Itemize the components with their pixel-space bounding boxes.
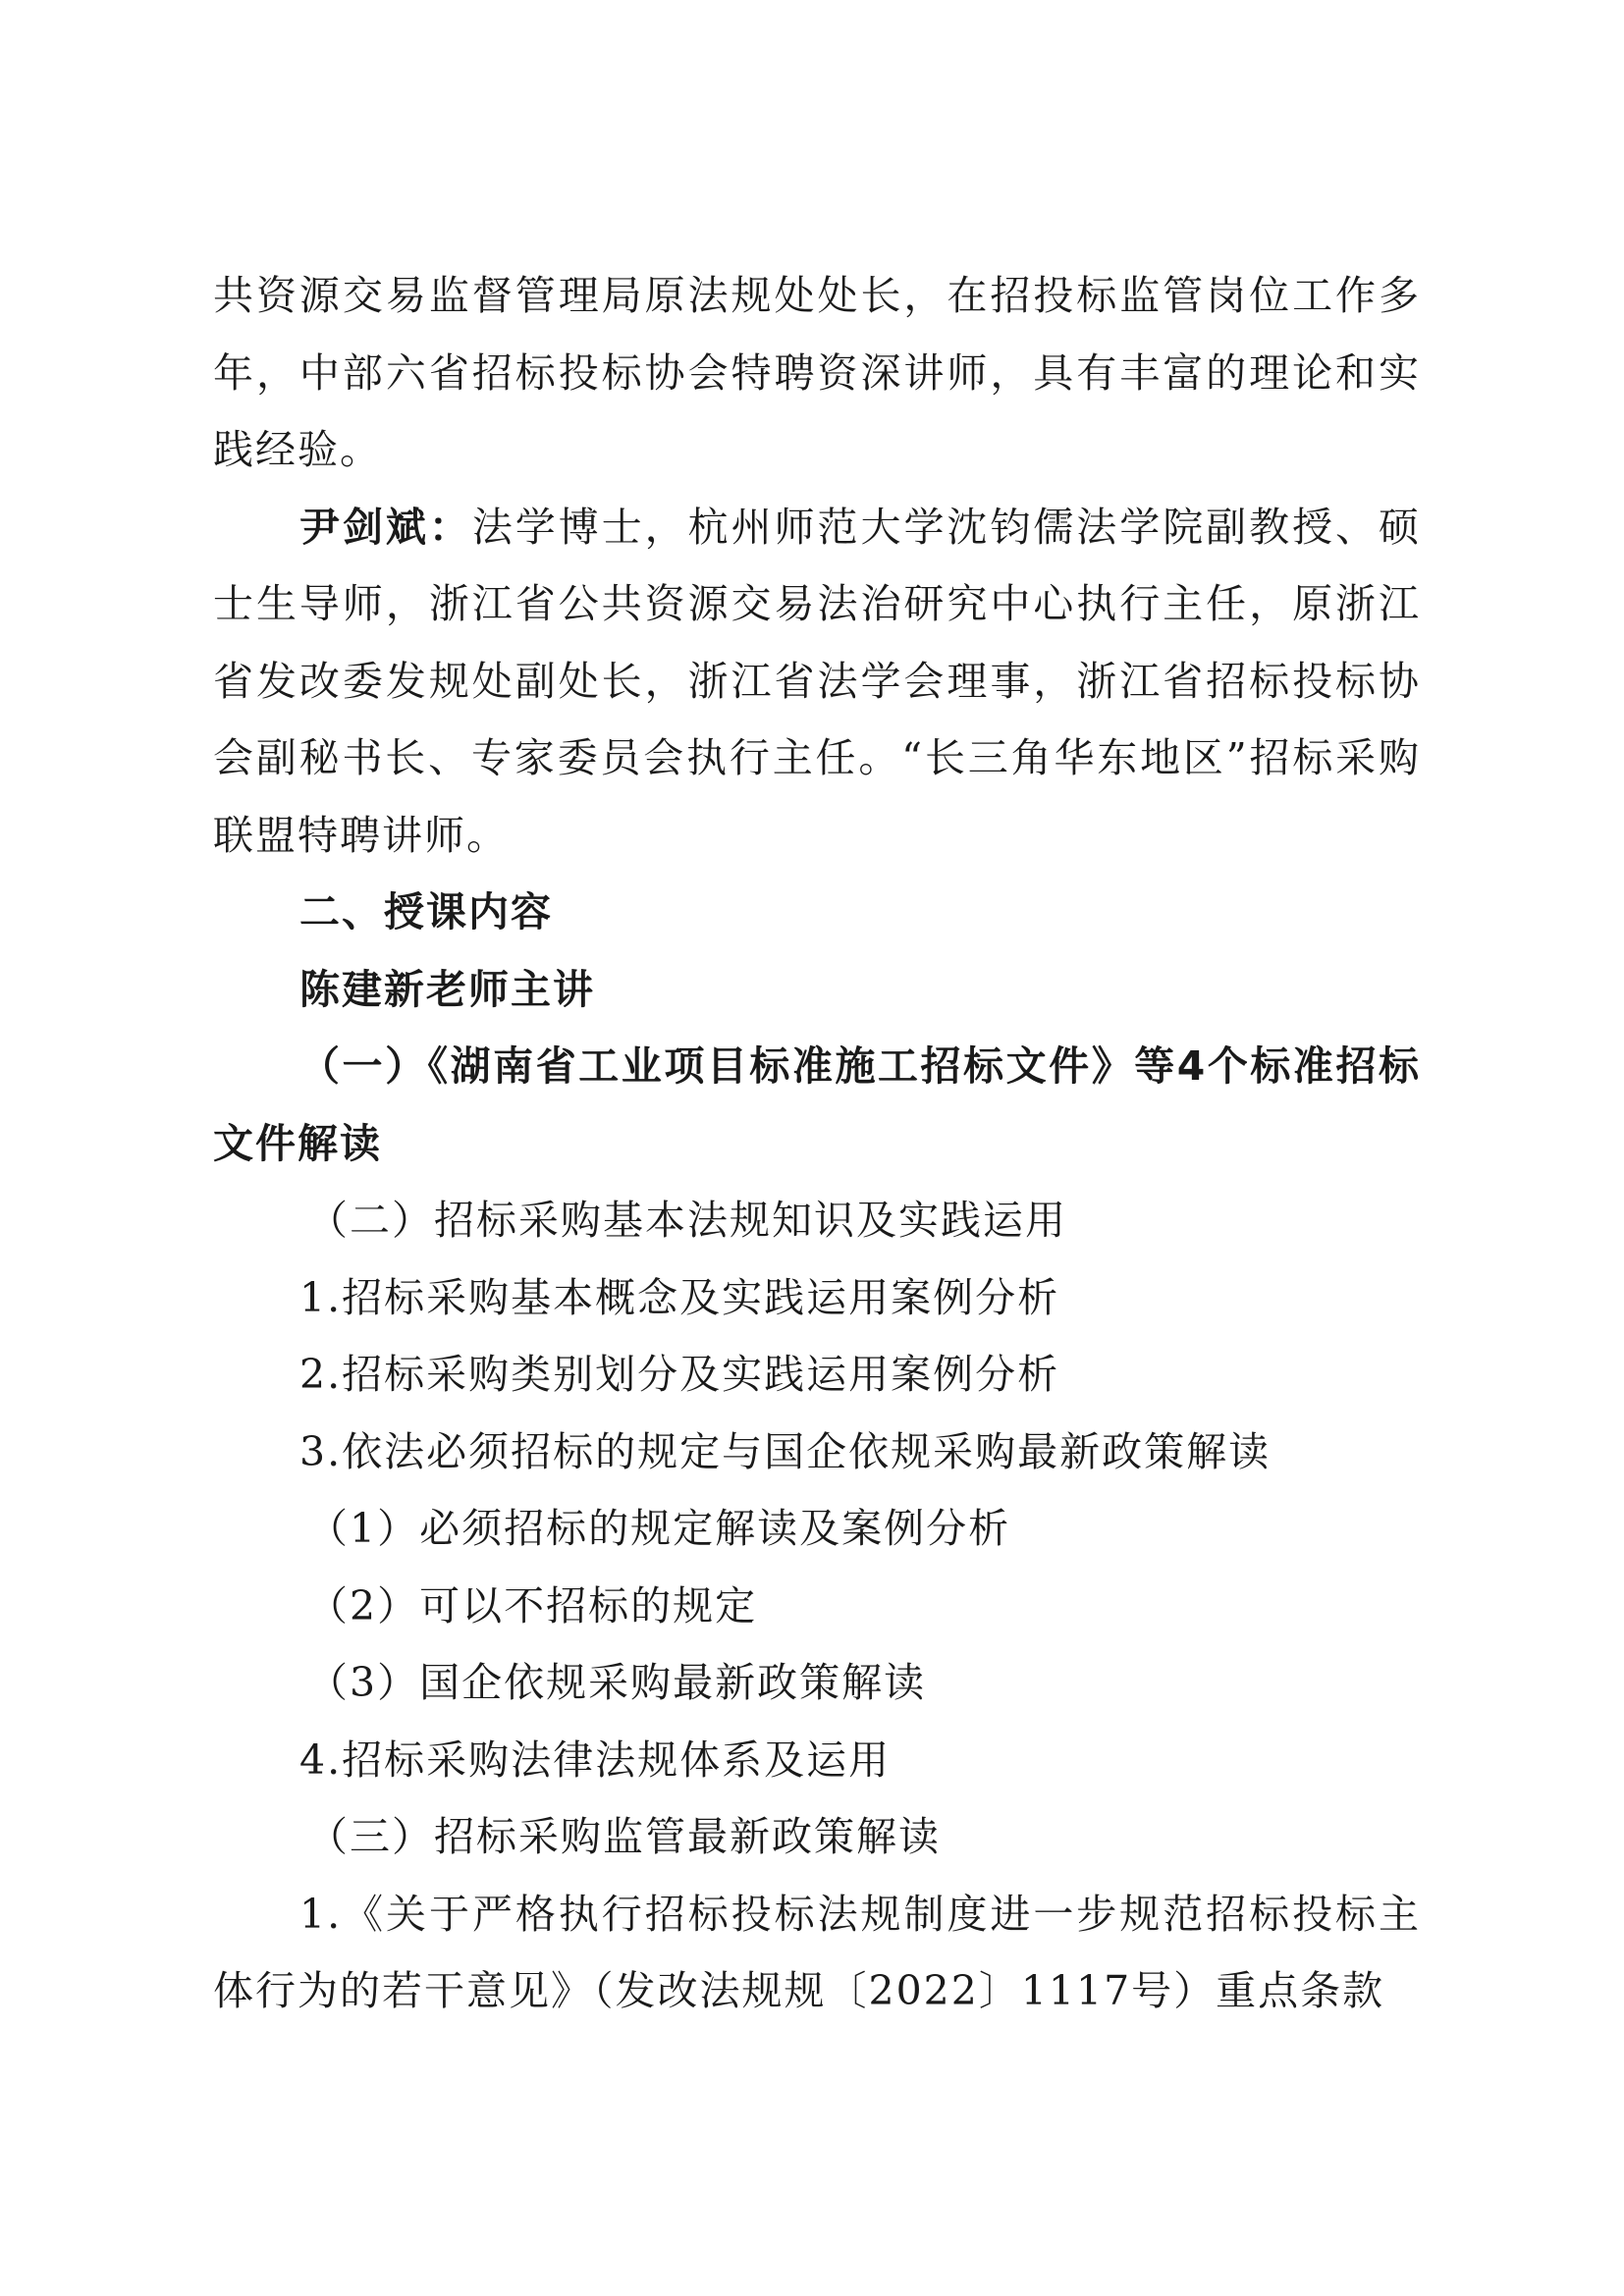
course-subitem: （2）可以不招标的规定	[307, 1581, 758, 1629]
course-subitem: （1）必须招标的规定解读及案例分析	[307, 1505, 1011, 1552]
lecturer-name: 尹剑斌：	[299, 503, 472, 551]
course-item: 3.依法必须招标的规定与国企依规采购最新政策解读	[299, 1427, 1272, 1475]
course-item: （二）招标采购基本法规知识及实践运用	[307, 1197, 1067, 1244]
bio-paragraph-yin	[213, 489, 1421, 875]
course-item: 4.招标采购法律法规体系及运用	[299, 1735, 892, 1784]
course-item-bold: （一）《湖南省工业项目标准施工招标文件》等4个标准招标文件解读	[213, 1042, 1421, 1167]
lecturer-heading: 陈建新老师主讲	[299, 965, 595, 1013]
section-heading: 二、授课内容	[299, 888, 553, 935]
course-item: 2.招标采购类别划分及实践运用案例分析	[299, 1351, 1060, 1398]
course-subitem: （3）国企依规采购最新政策解读	[307, 1659, 927, 1706]
course-item: 1.招标采购基本概念及实践运用案例分析	[299, 1273, 1060, 1321]
bio-paragraph-continued: 共资源交易监督管理局原法规处处长，在招投标监管岗位工作多年，中部六省招标投标协会特聘资深讲师，具有丰富的理论和实践经验。	[213, 272, 1421, 473]
bio-text: 法学博士，杭州师范大学沈钧儒法学院副教授、硕士生导师，浙江省公共资源交易法治研究中心执行主任，原浙江省发改委发规处副处长，浙江省法学会理事，浙江省招标投标协会副秘书长、专家委员会执行主任。“长三角华东地区”招标采购联盟特聘讲师。	[213, 503, 1422, 859]
course-item: 1.《关于严格执行招标投标法规制度进一步规范招标投标主体行为的若干意见》（发改法规规〔2022〕1117号）重点条款	[213, 1890, 1421, 2014]
course-item: （三）招标采购监管最新政策解读	[307, 1813, 941, 1860]
document-body	[213, 257, 1421, 2030]
